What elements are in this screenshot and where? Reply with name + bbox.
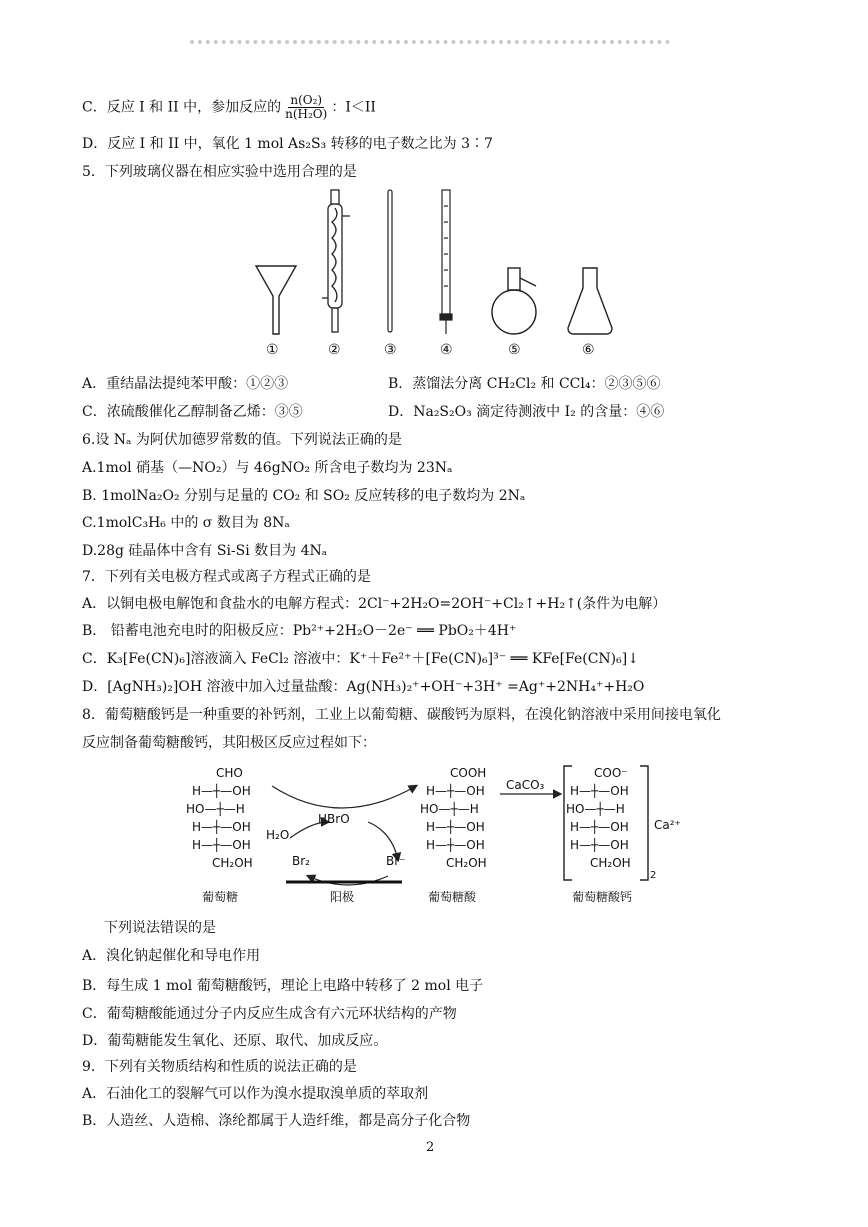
q4-option-c: C．反应 I 和 II 中，参加反应的 $\frac{\text{n(O₂)}}{\text{n(H₂O)}}$ ：I＜II	[82, 93, 376, 121]
burette-icon	[440, 190, 452, 334]
caption-gluconic-acid: 葡萄糖酸	[428, 890, 477, 904]
ratio-fraction: $\frac{\text{n(O₂)}}{\text{n(H₂O)}}$	[285, 93, 328, 121]
glucose-structure-line: HO—┼—H	[186, 802, 245, 816]
q5-option-a: A．重结晶法提纯苯甲酸：①②③	[82, 376, 289, 392]
q9-option-a: A．石油化工的裂解气可以作为溴水提取溴单质的萃取剂	[82, 1086, 429, 1102]
q8-stem-line2: 反应制备葡萄糖酸钙，其阳极区反应过程如下：	[82, 735, 376, 751]
q5-option-c: C．浓硫酸催化乙醇制备乙烯：③⑤	[82, 404, 303, 420]
q5-stem: 5．下列玻璃仪器在相应实验中选用合理的是	[82, 164, 357, 180]
gluconate-structure-line: CH₂OH	[590, 856, 631, 870]
glucose-structure-line: CHO	[216, 766, 243, 780]
glassware-label-4: ④	[440, 342, 453, 358]
glucose-structure-line: CH₂OH	[212, 856, 253, 870]
gluconic-structure-line: H—┼—OH	[426, 784, 485, 798]
q8-option-b: B．每生成 1 mol 葡萄糖酸钙，理论上电路中转移了 2 mol 电子	[82, 978, 484, 994]
gluconate-structure-line: H—┼—OH	[570, 784, 629, 798]
glassware-label-6: ⑥	[582, 342, 595, 358]
q6-option-a: A.1mol 硝基（—NO₂）与 46gNO₂ 所含电子数均为 23Nₐ	[82, 460, 453, 476]
q6-option-d: D.28g 硅晶体中含有 Si-Si 数目为 4Nₐ	[82, 543, 328, 559]
q6-option-c: C.1molC₃H₆ 中的 σ 数目为 8Nₐ	[82, 515, 290, 531]
glucose-structure-line: H—┼—OH	[192, 838, 251, 852]
gluconate-structure-line: H—┼—OH	[570, 820, 629, 834]
gluconate-structure-line: H—┼—OH	[570, 838, 629, 852]
q8-sub-stem: 下列说法错误的是	[104, 920, 216, 936]
gluconate-structure-line: COO⁻	[594, 766, 628, 780]
glucose-structure-line: H—┼—OH	[192, 820, 251, 834]
glassware-label-2: ②	[328, 342, 341, 358]
condenser-icon	[322, 190, 350, 332]
q9-option-b: B．人造丝、人造棉、涤纶都属于人造纤维，都是高分子化合物	[82, 1113, 471, 1129]
header-watermark	[190, 40, 670, 54]
subscript-2: 2	[650, 870, 657, 881]
glassware-label-3: ③	[384, 342, 397, 358]
h2o-label: H₂O	[266, 828, 290, 842]
q5-option-d: D．Na₂S₂O₃ 滴定待测液中 I₂ 的含量：④⑥	[388, 404, 665, 420]
page-number: 2	[426, 1140, 435, 1155]
q8-option-d: D．葡萄糖能发生氧化、还原、取代、加成反应。	[82, 1033, 388, 1049]
q5-option-b: B．蒸馏法分离 CH₂Cl₂ 和 CCl₄：②③⑤⑥	[388, 376, 661, 392]
q7-option-a: A．以铜电极电解饱和食盐水的电解方程式：2Cl⁻+2H₂O=2OH⁻+Cl₂↑+H₂↑(条件为电解）	[82, 596, 667, 612]
distilling-flask-icon	[492, 268, 536, 334]
caco3-label: CaCO₃	[506, 778, 545, 792]
q7-stem: 7．下列有关电极方程式或离子方程式正确的是	[82, 569, 371, 585]
funnel-icon	[256, 266, 296, 334]
br-minus-label: Br⁻	[386, 854, 406, 868]
q8-option-a: A．溴化钠起催化和导电作用	[82, 948, 261, 964]
erlenmeyer-flask-icon	[568, 268, 612, 334]
glassware-label-5: ⑤	[508, 342, 521, 358]
q9-stem: 9．下列有关物质结构和性质的说法正确的是	[82, 1059, 357, 1075]
glass-rod-icon	[388, 190, 392, 332]
q6-stem: 6.设 Nₐ 为阿伏加德罗常数的值。下列说法正确的是	[82, 432, 402, 448]
caption-calcium-gluconate: 葡萄糖酸钙	[572, 890, 633, 904]
gluconic-structure-line: HO—┼—H	[420, 802, 479, 816]
q6-option-b: B. 1molNa₂O₂ 分别与足量的 CO₂ 和 SO₂ 反应转移的电子数均为 2Nₐ	[82, 488, 526, 504]
caption-glucose: 葡萄糖	[202, 890, 239, 904]
q7-option-c: C．K₃[Fe(CN)₆]溶液滴入 FeCl₂ 溶液中：K⁺＋Fe²⁺＋[Fe(CN)₆]³⁻ ══ KFe[Fe(CN)₆]↓	[82, 651, 639, 667]
q8-stem-line1: 8．葡萄糖酸钙是一种重要的补钙剂，工业上以葡萄糖、碳酸钙为原料，在溴化钠溶液中采用间接电氧化	[82, 707, 721, 723]
caption-anode: 阳极	[330, 890, 355, 904]
q8-option-c: C．葡萄糖酸能通过分子内反应生成含有六元环状结构的产物	[82, 1006, 457, 1022]
reaction-diagram	[180, 758, 720, 908]
gluconic-structure-line: H—┼—OH	[426, 838, 485, 852]
glassware-label-1: ①	[266, 342, 279, 358]
calcium-ion-label: Ca²⁺	[654, 818, 681, 832]
q7-option-d: D．[AgNH₃)₂]OH 溶液中加入过量盐酸：Ag(NH₃)₂⁺+OH⁻+3H⁺ =Ag⁺+2NH₄⁺+H₂O	[82, 679, 645, 695]
gluconic-structure-line: H—┼—OH	[426, 820, 485, 834]
q4-option-d: D．反应 I 和 II 中，氧化 1 mol As₂S₃ 转移的电子数之比为 3∶7	[82, 136, 493, 152]
q7-option-b: B． 铅蓄电池充电时的阳极反应：Pb²⁺+2H₂O－2e⁻ ══ PbO₂＋4H⁺	[82, 623, 517, 639]
br2-label: Br₂	[292, 854, 310, 868]
gluconate-structure-line: HO—┼—H	[566, 802, 625, 816]
hbro-label: HBrO	[318, 812, 350, 826]
glassware-illustration	[240, 188, 620, 338]
glucose-structure-line: H—┼—OH	[192, 784, 251, 798]
gluconic-structure-line: COOH	[450, 766, 487, 780]
gluconic-structure-line: CH₂OH	[446, 856, 487, 870]
